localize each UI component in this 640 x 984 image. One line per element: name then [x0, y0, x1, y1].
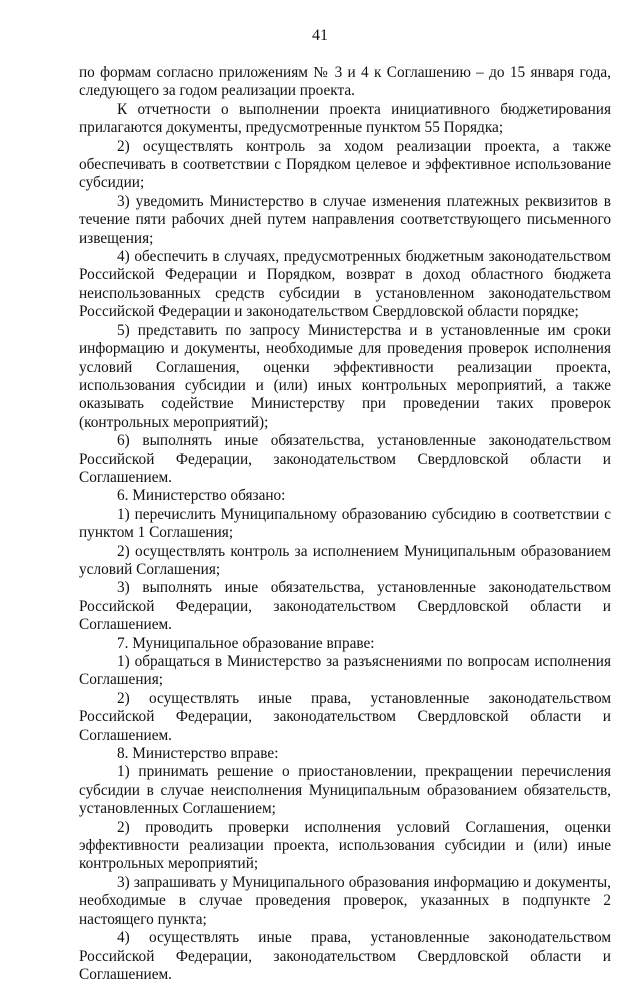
paragraph-item-5-2: 2) осуществлять контроль за ходом реализации проекта, а также обеспечивать в соответствии с Порядком целевое и эффективное использование субсидии;	[79, 137, 611, 192]
paragraph-item-5-6: 6) выполнять иные обязательства, установленные законодательством Российской Федерации, законодательством Свердловской области и Соглашением.	[79, 432, 611, 486]
paragraph-item-7-1: 1) обращаться в Министерство за разъяснениями по вопросам исполнения Соглашения;	[79, 653, 611, 689]
paragraph-continuation: по формам согласно приложениям № 3 и 4 к Соглашению – до 15 января года, следующего за годом реализации проекта.	[79, 64, 611, 100]
document-body	[79, 64, 611, 984]
paragraph-item-6-3: 3) выполнять иные обязательства, установленные законодательством Российской Федерации, законодательством Свердловской области и Соглашением.	[79, 579, 611, 634]
paragraph-item-5-4: 4) обеспечить в случаях, предусмотренных бюджетным законодательством Российской Федерации и Порядком, возврат в доход областного бюджета неиспользованных средств субсидии в установленном законодательством Российской Федерации и законодательством Свердловской области порядке;	[79, 248, 611, 321]
paragraph-item-5-3: 3) уведомить Министерство в случае изменения платежных реквизитов в течение пяти рабочих дней путем направления соответствующего письменного извещения;	[79, 192, 611, 247]
paragraph-item-6-1: 1) перечислить Муниципальному образованию субсидию в соответствии с пунктом 1 Соглашения;	[79, 505, 611, 542]
paragraph-item-8-2: 2) проводить проверки исполнения условий Соглашения, оценки эффективности реализации проекта, использования субсидии и (или) иные контрольных мероприятий;	[79, 818, 611, 873]
section-heading-6: 6. Министерство обязано:	[117, 487, 286, 505]
section-heading-8: 8. Министерство вправе:	[117, 745, 279, 763]
paragraph-item-5-5: 5) представить по запросу Министерства и в установленные им сроки информацию и документы, необходимые для проведения проверок исполнения условий Соглашения, оценки эффективности реализации проекта, использования субсидии и (или) иных контрольных мероприятий, а также оказывать содействие Министерству при проведении таких проверок (контрольных мероприятий);	[79, 321, 611, 431]
paragraph-item-8-1: 1) принимать решение о приостановлении, прекращении перечисления субсидии в случае неисполнения Муниципальным образованием обязательств, установленных Соглашением;	[79, 763, 611, 818]
paragraph-item-6-2: 2) осуществлять контроль за исполнением Муниципальным образованием условий Соглашения;	[79, 542, 611, 578]
paragraph-report-attachments: К отчетности о выполнении проекта инициативного бюджетирования прилагаются документы, предусмотренные пунктом 55 Порядка;	[79, 100, 611, 137]
page-number: 41	[312, 27, 328, 44]
paragraph-item-8-4: 4) осуществлять иные права, установленные законодательством Российской Федерации, законодательством Свердловской области и Соглашением.	[79, 929, 611, 983]
paragraph-item-7-2: 2) осуществлять иные права, установленные законодательством Российской Федерации, законодательством Свердловской области и Соглашением.	[79, 689, 611, 744]
section-heading-7: 7. Муниципальное образование вправе:	[117, 634, 375, 652]
paragraph-item-8-3: 3) запрашивать у Муниципального образования информацию и документы, необходимые в случае проведения проверок, указанных в подпункте 2 настоящего пункта;	[79, 873, 611, 928]
